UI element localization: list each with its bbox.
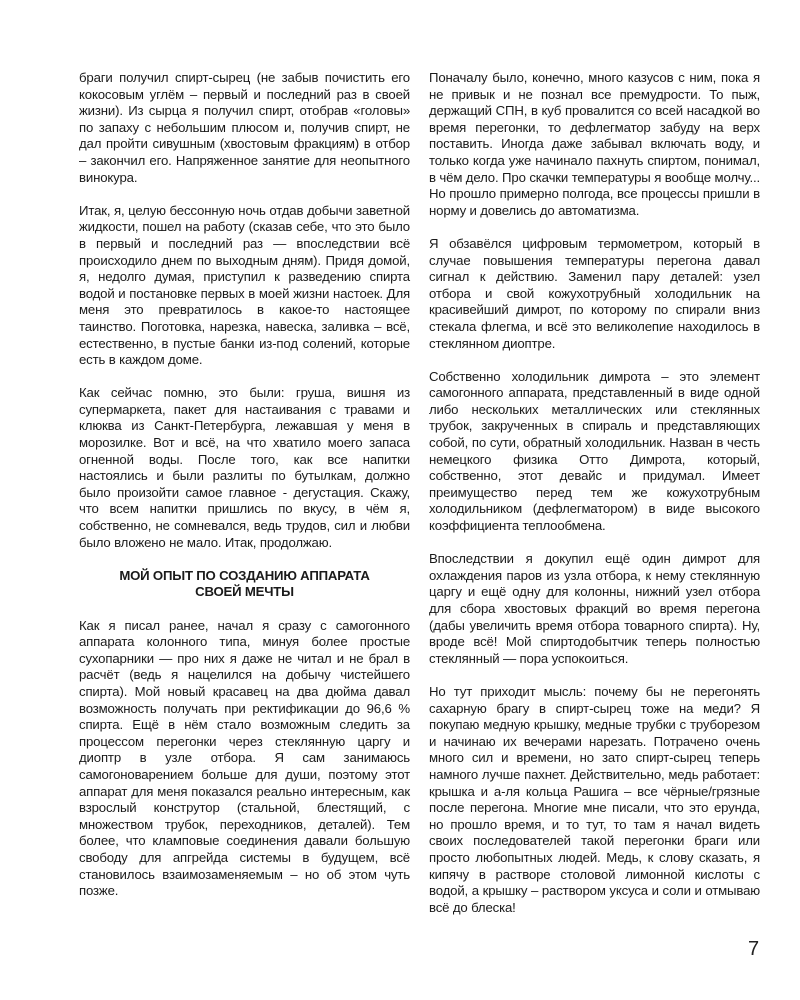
paragraph: Поначалу было, конечно, много казусов с ним, пока я не привык и не познал все премудрости. То пыж, держащий СПН, в куб провалится со всей насадкой во время перегонки, то дефлегматор забуду на верх поставить. Иногда даже забывал включать воду, и только когда уже начинало пахнуть спиртом, понимал, в чём дело. Про скачки температуры я вообще молчу... Но прошло примерно полгода, все процессы пришли в норму и довелись до автоматизма.	[429, 70, 760, 218]
paragraph: Как сейчас помню, это были: груша, вишня из супермаркета, пакет для настаивания с травами и клюква из Санкт-Петербурга, лежавшая у меня в морозилке. Вот и всё, на что хватило моего запаса огненной воды. После того, как все напитки настоялись и были разлиты по бутылкам, должно было произойти самое главное - дегустация. Скажу, что всем напитки пришлись по вкусу, в чём я, собственно, не сомневался, ведь трудов, сил и любви было вложено не мало. Итак, продолжаю.	[79, 385, 410, 550]
page-number: 7	[748, 938, 760, 960]
section-heading-line-1: МОЙ ОПЫТ ПО СОЗДАНИЮ АППАРАТА	[119, 567, 370, 583]
left-column	[79, 70, 410, 916]
paragraph: Впоследствии я докупил ещё один димрот для охлаждения паров из узла отбора, к нему стеклянную царгу и ещё одну для колонны, нижний узел отбора для сбора хвостовых фракций во время перегона (дабы увеличить время отбора товарного спирта). Ну, вроде всё! Мой спиртодобытчик теперь полностью стеклянный — пора успокоиться.	[429, 551, 760, 666]
paragraph: Я обзавёлся цифровым термометром, который в случае повышения температуры перегона давал сигнал к действию. Заменил пару деталей: узел отбора и свой кожухотрубный холодильник на красивейший димрот, по которому по спирали вниз стекала флегма, и всё это великолепие находилось в стеклянном диоптре.	[429, 235, 760, 351]
paragraph: Собственно холодильник димрота – это элемент самогонного аппарата, представленный в виде одной либо нескольких металлических или стеклянных трубок, закрученных в спираль и представляющих собой, по сути, обратный холодильник. Назван в честь немецкого физика Отто Димрота, который, собственно, этот девайс и придумал. Имеет преимущество перед тем же кожухотрубным холодильником (дефлегматором) в виде высокого коэффициента теплообмена.	[429, 368, 760, 534]
paragraph: браги получил спирт-сырец (не забыв почистить его кокосовым углём – первый и последний раз в своей жизни). Из сырца я получил спирт, отобрав «головы» по запаху с небольшим плюсом и, получив спирт, не дал пройти сивушным (хвостовым фракциям) в отбор – закончил его. Напряженное занятие для неопытного винокура.	[79, 70, 410, 185]
section-heading	[79, 568, 410, 601]
section-heading-line-2: СВОЕЙ МЕЧТЫ	[195, 584, 294, 600]
paragraph: Как я писал ранее, начал я сразу с самогонного аппарата колонного типа, минуя более простые сухопарники — про них я даже не читал и не брал в расчёт (ведь я нацелился на добычу чистейшего спирта). Мой новый красавец на два дюйма давал возможность получать при ректификации до 96,6 % спирта. Ещё в нём стало возможным следить за процессом перегонки через стеклянную царгу и диоптр в узле отбора. Я сам занимаюсь самогоноварением больше для души, поэтому этот аппарат для меня показался реально интересным, как взрослый конструтор (стальной, блестящий, с множеством трубок, переходников, деталей). Тем более, что клампoвые соединения давали большую свободу для апгрейда системы в будущем, всё становилось взаимозаменяемым – но об этом чуть позже.	[79, 617, 410, 899]
right-column	[429, 70, 760, 933]
paragraph: Итак, я, целую бессонную ночь отдав добычи заветной жидкости, пошел на работу (сказав себе, что это было в первый и последний раз — впоследствии всё происходило днем по выходным дням). Придя домой, я, недолго думая, приступил к разведению спирта водой и постановке первых в моей жизни настоек. Для меня это превратилось в какое-то настоящее таинство. Поготовка, нарезка, навеска, заливка – всё, естественно, в пустые банки из-под солений, которые есть в каждом доме.	[79, 202, 410, 368]
paragraph: Но тут приходит мысль: почему бы не перегонять сахарную брагу в спирт-сырец тоже на меди? Я покупаю медную крышку, медные трубки с труборезом и начинаю их вечерами нарезать. Потрачено очень много сил и времени, но зато спирт-сырец теперь намного лучше пахнет. Действительно, медь работает: крышка и а-ля кольца Рашига – все чёрные/грязные после перегона. Многие мне писали, что это ерунда, но прошло время, и то тут, то там я начал видеть своих последователей такой перегонки браги или просто любопытных людей. Медь, к слову сказать, я кипячу в растворе столовой лимонной кислоты с водой, а крышку – раствором уксуса и соли и отмываю всё до блеска!	[429, 683, 760, 915]
